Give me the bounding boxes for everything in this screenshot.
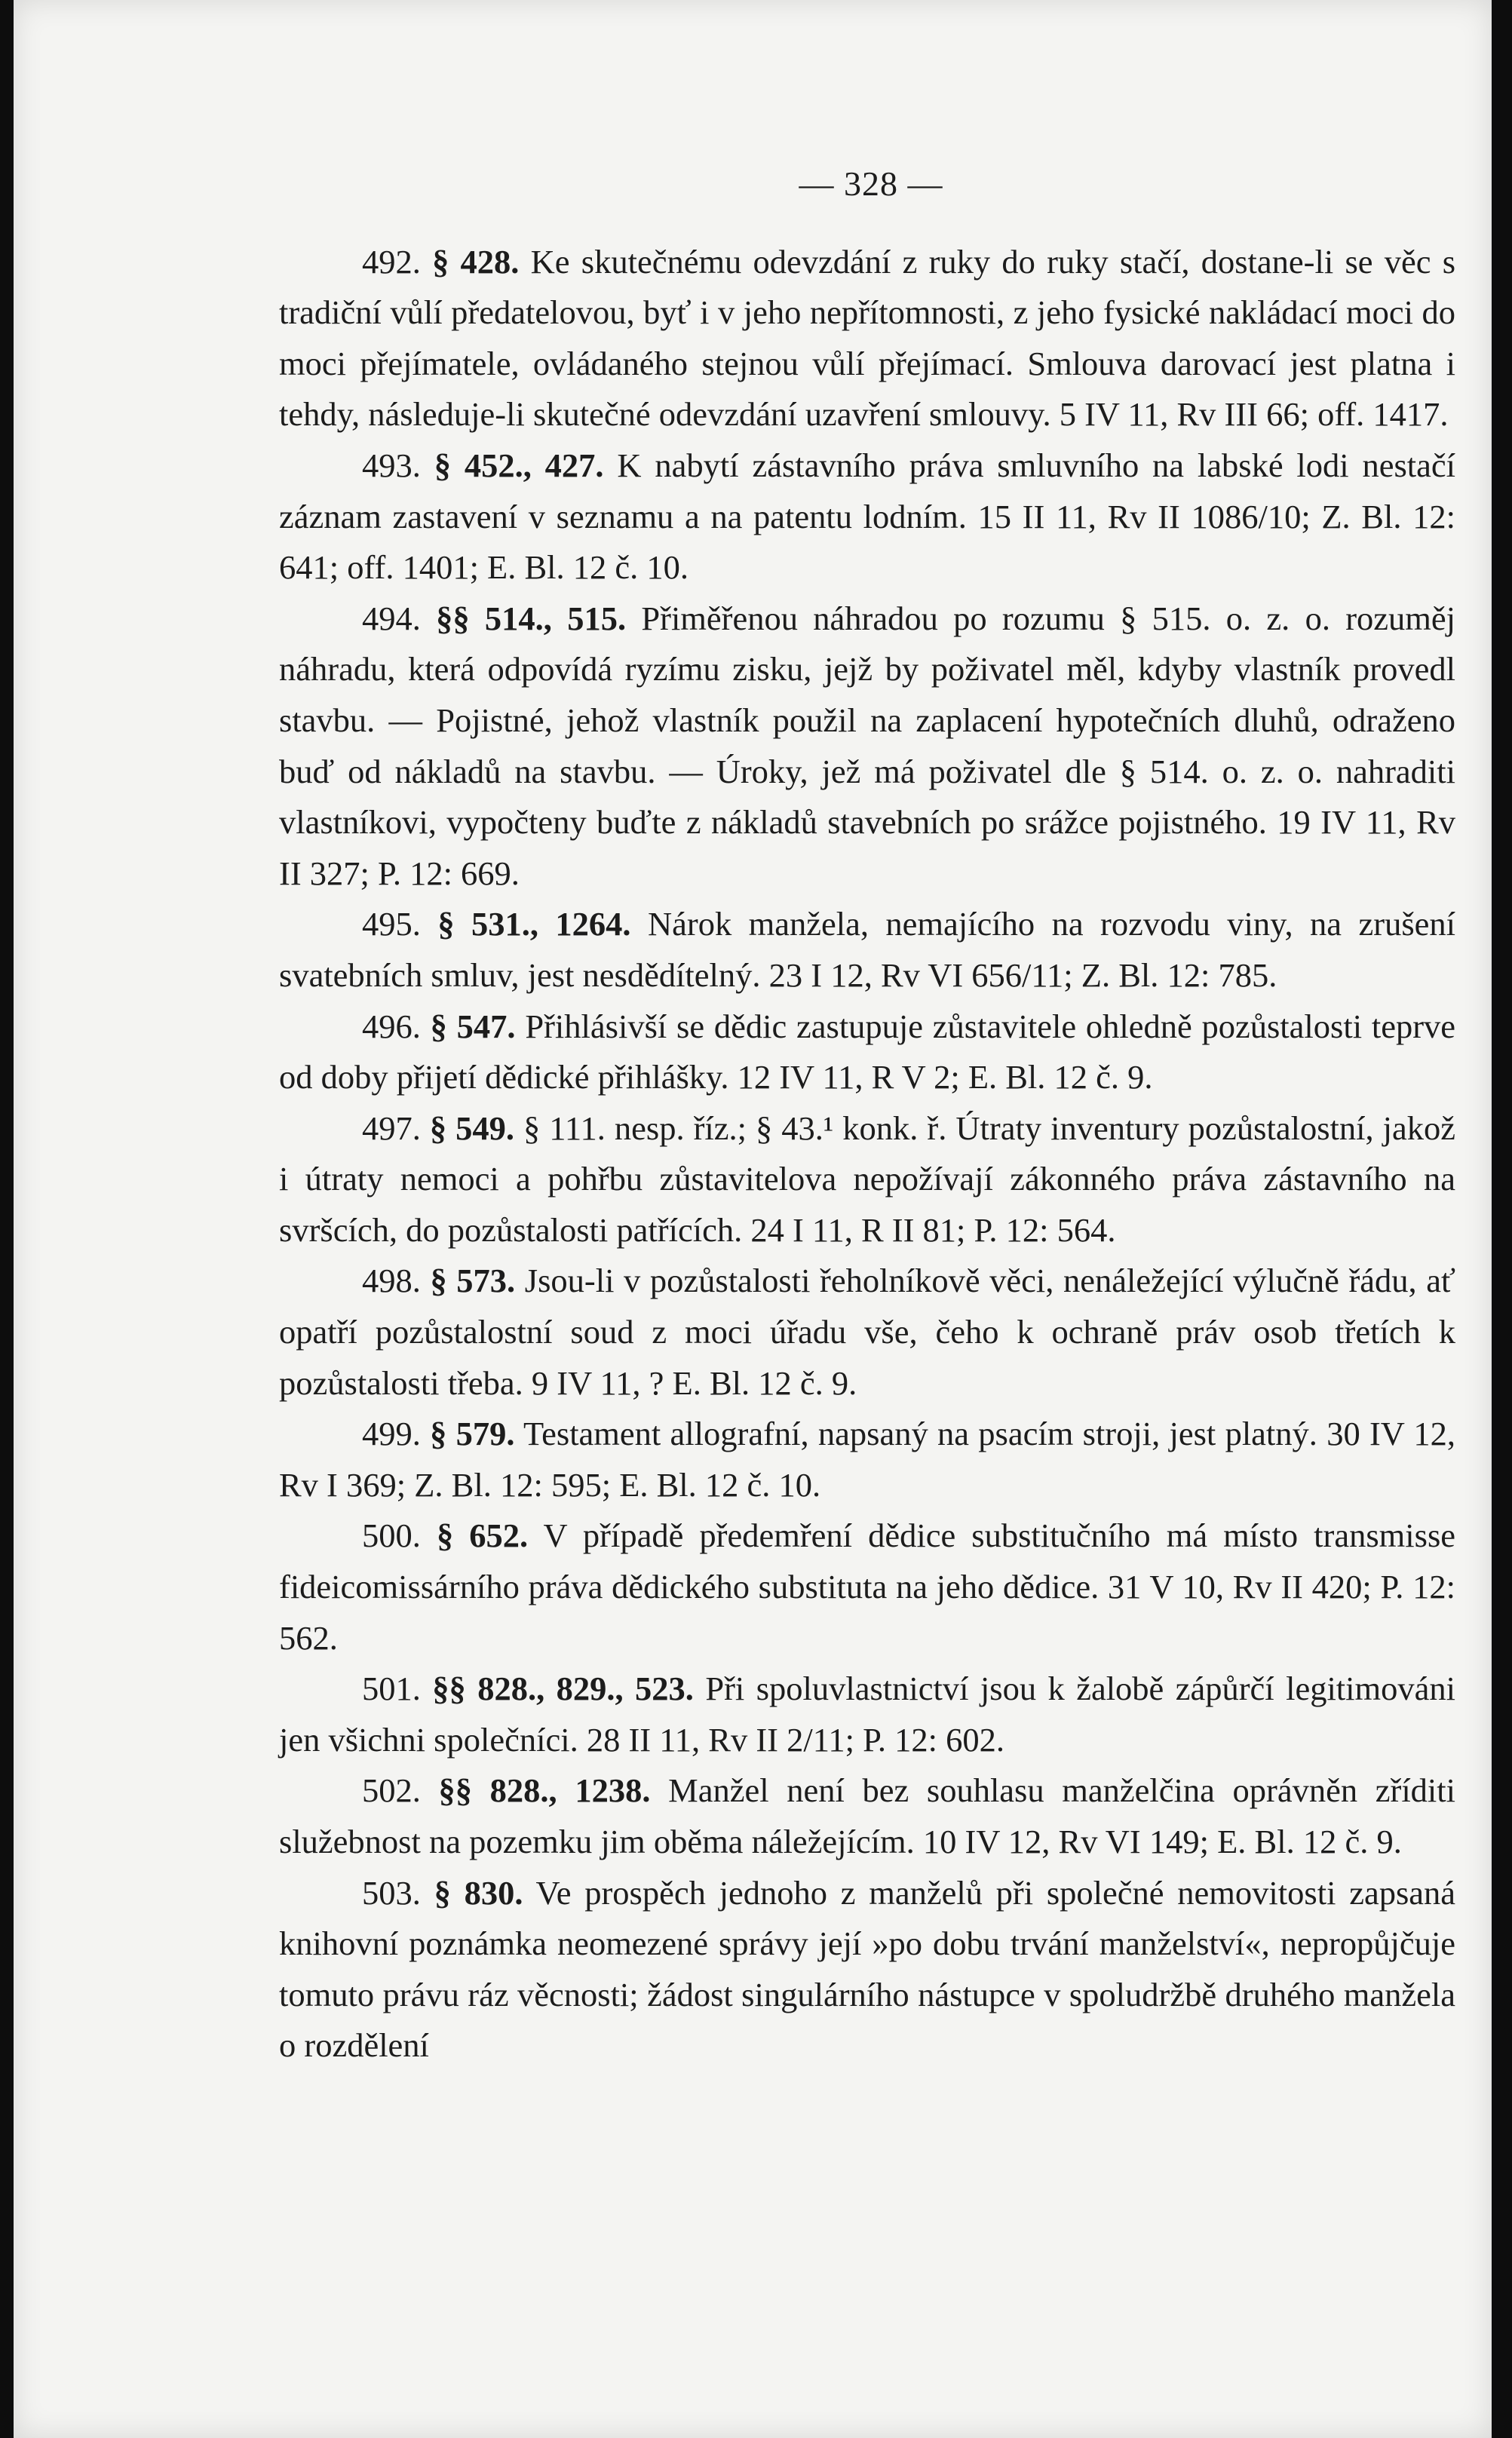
entry-text: Manžel není bez souhlasu manželčina oprávněn zříditi služebnost na pozemku jim oběma náležejícím. 10 IV 12, Rv VI 149; E. Bl. 12 č. 9. bbox=[279, 1771, 1456, 1860]
entry-number: 499. bbox=[362, 1415, 421, 1453]
entry-number: 493. bbox=[362, 446, 421, 484]
entry bbox=[279, 1765, 1455, 1867]
entry-section-ref: § 549. bbox=[429, 1109, 515, 1147]
entry-section-ref: §§ 828., 829., 523. bbox=[432, 1670, 694, 1708]
entry-section-ref: § 573. bbox=[430, 1262, 516, 1300]
scan-edge-left bbox=[0, 0, 14, 2438]
entry-section-ref: § 428. bbox=[432, 242, 520, 281]
entry-text: Přiměřenou náhradou po rozumu § 515. o. z. o. rozuměj náhradu, která odpovídá ryzímu zisku, jejž by poživatel měl, kdyby vlastník provedl stavbu. — Pojistné, jehož vlastník použil na zaplacení hypotečních dluhů, odraženo buď od nákladů na stavbu. — Úroky, jež má poživatel dle § 514. o. z. o. nahraditi vlastníkovi, vypočteny buďte z nákladů stavebních po srážce pojistného. 19 IV 11, Rv II 327; P. 12: 669. bbox=[279, 599, 1456, 892]
entry-text: Přihlásivší se dědic zastupuje zůstavitele ohledně pozůstalosti teprve od doby přijetí dědické přihlášky. 12 IV 11, R V 2; E. Bl. 12 č. 9. bbox=[279, 1007, 1456, 1096]
entry-number: 498. bbox=[362, 1262, 421, 1300]
entry bbox=[279, 1510, 1455, 1664]
entry-number: 496. bbox=[362, 1007, 421, 1045]
entry bbox=[279, 1103, 1455, 1256]
entry-text: V případě předemření dědice substitučního má místo transmisse fideicomissárního práva dědického substituta na jeho dědice. 31 V 10, Rv II 420; P. 12: 562. bbox=[279, 1516, 1456, 1657]
entry bbox=[279, 593, 1455, 900]
entry-text: K nabytí zástavního práva smluvního na labské lodi nestačí záznam zastavení v seznamu a na patentu lodním. 15 II 11, Rv II 1086/10; Z. Bl. 12: 641; off. 1401; E. Bl. 12 č. 10. bbox=[279, 446, 1456, 587]
entry-section-ref: § 652. bbox=[436, 1516, 529, 1555]
entry-number: 495. bbox=[362, 905, 421, 943]
entries-list bbox=[279, 237, 1455, 2072]
entry-number: 503. bbox=[362, 1873, 421, 1912]
entry-text: Při spoluvlastnictví jsou k žalobě zápůrčí legitimováni jen všichni společníci. 28 II 11, Rv II 2/11; P. 12: 602. bbox=[279, 1670, 1456, 1759]
entry bbox=[279, 1409, 1455, 1510]
entry bbox=[279, 440, 1455, 593]
entry-text: Ve prospěch jednoho z manželů při společné nemovitosti zapsaná knihovní poznámka neomezené správy její »po dobu trvání manželství«, nepropůjčuje tomuto právu ráz věcnosti; žádost singulárního nástupce v spoludržbě druhého manžela o rozdělení bbox=[279, 1873, 1456, 2065]
entry-number: 494. bbox=[362, 599, 421, 637]
entry-text: Nárok manžela, nemajícího na rozvodu viny, na zrušení svatebních smluv, jest nesdědítelný. 23 I 12, Rv VI 656/11; Z. Bl. 12: 785. bbox=[279, 905, 1455, 994]
entry-number: 492. bbox=[362, 242, 421, 281]
entry-text: Testament allografní, napsaný na psacím stroji, jest platný. 30 IV 12, Rv I 369; Z. Bl. 12: 595; E. Bl. 12 č. 10. bbox=[279, 1415, 1456, 1504]
page-text bbox=[279, 158, 1455, 2072]
entry bbox=[279, 1664, 1455, 1765]
entry-number: 501. bbox=[362, 1670, 421, 1708]
entry bbox=[279, 1868, 1455, 2072]
entry-section-ref: §§ 514., 515. bbox=[436, 599, 627, 637]
entry-section-ref: § 452., 427. bbox=[434, 446, 604, 484]
entry-section-ref: § 579. bbox=[430, 1415, 515, 1453]
page-number: — 328 — bbox=[799, 164, 943, 203]
scan-edge-right bbox=[1492, 0, 1512, 2438]
entry-number: 497. bbox=[362, 1109, 421, 1147]
entry bbox=[279, 237, 1455, 440]
entry-number: 500. bbox=[362, 1516, 421, 1555]
entry bbox=[279, 1256, 1455, 1409]
entry-section-ref: § 830. bbox=[434, 1873, 523, 1912]
entry-number: 502. bbox=[362, 1771, 421, 1810]
entry-section-ref: § 531., 1264. bbox=[437, 905, 631, 943]
entry bbox=[279, 899, 1455, 1001]
entry-text: Ke skutečnému odevzdání z ruky do ruky stačí, dostane-li se věc s tradiční vůlí předatelovou, byť i v jeho nepřítomnosti, z jeho fysické nakládací moci do moci přejímatele, ovládaného stejnou vůlí přejímací. Smlouva darovací jest platna i tehdy, následuje-li skutečné odevzdání uzavření smlouvy. 5 IV 11, Rv III 66; off. 1417. bbox=[279, 242, 1456, 434]
entry-section-ref: § 547. bbox=[430, 1007, 516, 1045]
entry-text: Jsou-li v pozůstalosti řeholníkově věci, nenáležející výlučně řádu, ať opatří pozůstalostní soud z moci úřadu vše, čeho k ochraně práv osob třetích k pozůstalosti třeba. 9 IV 11, ? E. Bl. 12 č. 9. bbox=[279, 1262, 1456, 1402]
entry-section-ref: §§ 828., 1238. bbox=[438, 1771, 651, 1810]
entry-text: § 111. nesp. říz.; § 43.¹ konk. ř. Útraty inventury pozůstalostní, jakož i útraty nemoci a pohřbu zůstavitelova nepožívají zákonného práva zástavního na svršcích, do pozůstalosti patřících. 24 I 11, R II 81; P. 12: 564. bbox=[279, 1109, 1455, 1249]
entry bbox=[279, 1001, 1455, 1103]
